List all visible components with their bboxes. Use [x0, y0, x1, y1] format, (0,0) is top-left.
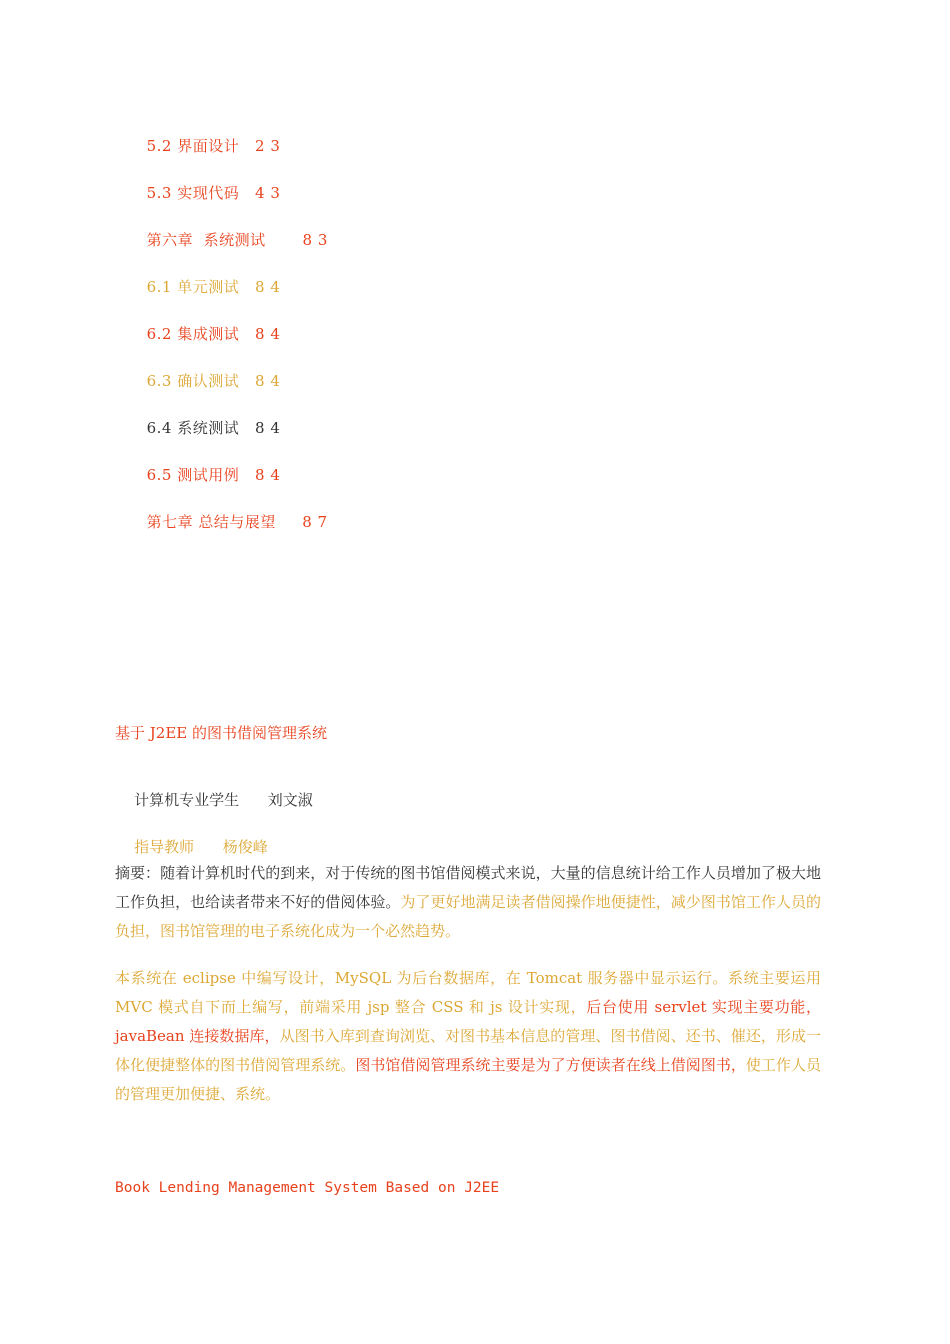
toc-entry-label: 6.5 测试用例	[146, 466, 240, 484]
abstract-text: 为了更好地满足读者借阅操作地便捷性，减少图书馆工作人员的负担，图书馆管理的电子系统化成为一个必然趋势。	[115, 893, 821, 940]
toc-entry-page: 8 4	[255, 466, 281, 484]
abstract-text: 后台使用 servlet 实现主要功能，javaBean 连接数据库，	[115, 998, 821, 1045]
abstract-text: 使工作人员的管理更加便捷、系统。	[115, 1056, 821, 1103]
advisor-name: 杨俊峰	[222, 838, 268, 856]
toc-entry[interactable]	[115, 492, 328, 552]
abstract-text: 从图书入库到查询浏览、对图书基本信息的管理、图书借阅、还书、催还，形成一体化便捷整体的图书借阅管理系统。	[115, 1027, 821, 1074]
toc-entry-page: 2 3	[255, 137, 281, 155]
advisor-role: 指导教师	[134, 838, 195, 856]
english-title: Book Lending Management System Based on J2EE	[115, 1180, 500, 1196]
toc-entry-page: 4 3	[255, 184, 281, 202]
toc-entry-label: 6.4 系统测试	[146, 419, 240, 437]
abstract-paragraph-2	[115, 964, 821, 1109]
toc-entry-page: 8 4	[255, 278, 281, 296]
toc-entry-page: 8 4	[255, 325, 281, 343]
toc-entry-label: 5.2 界面设计	[146, 137, 240, 155]
student-role: 计算机专业学生	[134, 791, 240, 809]
thesis-title: 基于 J2EE 的图书借阅管理系统	[115, 724, 327, 742]
toc-entry-label: 第七章 总结与展望	[146, 513, 276, 531]
abstract-paragraph-1	[115, 859, 821, 946]
toc-entry-page: 8 7	[302, 513, 328, 531]
toc-entry-page: 8 3	[302, 231, 328, 249]
toc-entry-page: 8 4	[255, 372, 281, 390]
toc-entry-label: 第六章 系统测试	[146, 231, 266, 249]
toc-entry-label: 6.2 集成测试	[146, 325, 240, 343]
abstract-text: 本系统在 eclipse 中编写设计，MySQL 为后台数据库，在 Tomcat 服务器中显示运行。系统主要运用 MVC 模式自下而上编写，前端采用 jsp 整合 CSS 和 js 设计实现，	[115, 969, 821, 1016]
student-name: 刘文淑	[267, 791, 313, 809]
toc-entry-label: 6.3 确认测试	[146, 372, 240, 390]
abstract-text: 图书馆借阅管理系统主要是为了方便读者在线上借阅图书，	[355, 1056, 746, 1074]
toc-entry-label: 5.3 实现代码	[146, 184, 240, 202]
toc-entry-label: 6.1 单元测试	[146, 278, 240, 296]
abstract-text: 摘要：随着计算机时代的到来，对于传统的图书馆借阅模式来说，大量的信息统计给工作人员增加了极大地工作负担，也给读者带来不好的借阅体验。	[115, 864, 821, 911]
toc-entry-page: 8 4	[255, 419, 281, 437]
